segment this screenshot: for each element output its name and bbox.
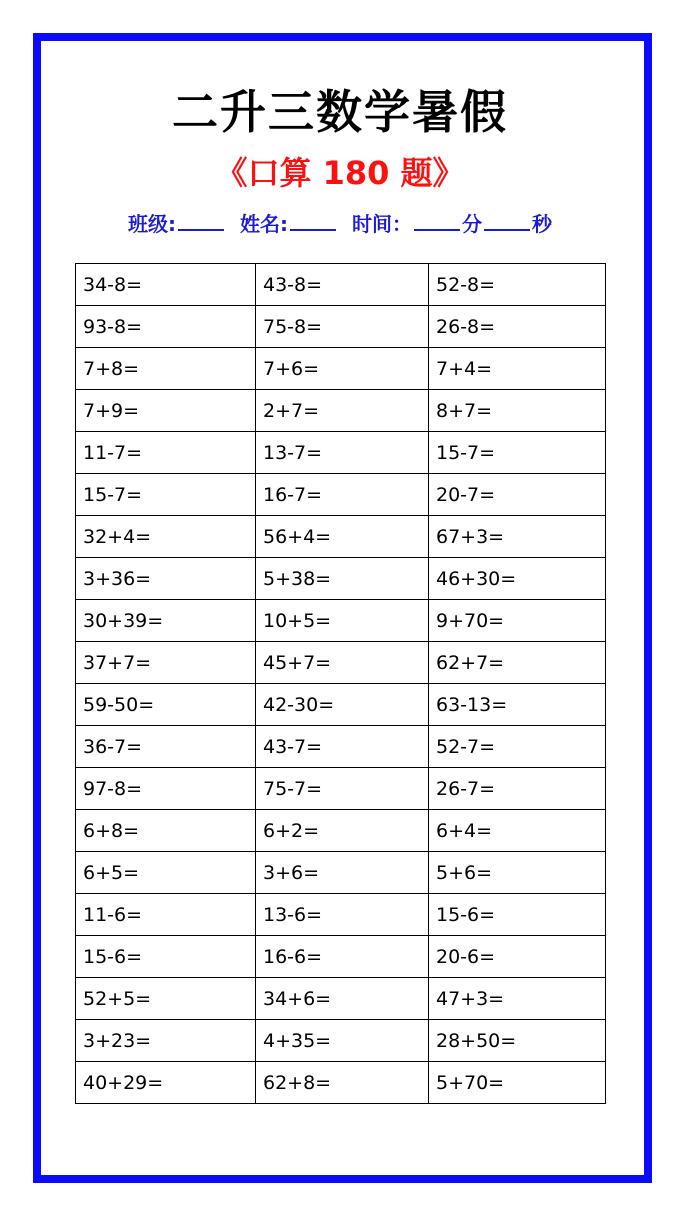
problem-cell: 16-7=: [256, 474, 429, 516]
problem-cell: 97-8=: [76, 768, 256, 810]
name-label: 姓名:: [240, 212, 288, 236]
problem-cell: 47+3=: [429, 978, 606, 1020]
name-blank[interactable]: [290, 211, 336, 231]
problem-cell: 3+23=: [76, 1020, 256, 1062]
problem-cell: 43-8=: [256, 264, 429, 306]
problem-cell: 93-8=: [76, 306, 256, 348]
problem-cell: 7+9=: [76, 390, 256, 432]
problem-cell: 10+5=: [256, 600, 429, 642]
problem-cell: 59-50=: [76, 684, 256, 726]
problem-cell: 6+8=: [76, 810, 256, 852]
second-blank[interactable]: [484, 211, 530, 231]
problem-cell: 42-30=: [256, 684, 429, 726]
problem-cell: 26-8=: [429, 306, 606, 348]
problem-table: [75, 263, 606, 1104]
table-row: [76, 432, 606, 474]
table-row: [76, 1020, 606, 1062]
table-row: [76, 642, 606, 684]
problem-cell: 15-7=: [76, 474, 256, 516]
problem-cell: 7+6=: [256, 348, 429, 390]
problem-cell: 75-8=: [256, 306, 429, 348]
minute-blank[interactable]: [414, 211, 460, 231]
table-row: [76, 810, 606, 852]
problem-cell: 15-7=: [429, 432, 606, 474]
problem-cell: 30+39=: [76, 600, 256, 642]
problem-cell: 52-8=: [429, 264, 606, 306]
problem-cell: 43-7=: [256, 726, 429, 768]
minute-label: 分: [462, 212, 482, 236]
second-label: 秒: [532, 212, 552, 236]
table-row: [76, 1062, 606, 1104]
problem-cell: 15-6=: [76, 936, 256, 978]
problem-cell: 52-7=: [429, 726, 606, 768]
problem-cell: 26-7=: [429, 768, 606, 810]
problem-cell: 7+4=: [429, 348, 606, 390]
problem-cell: 37+7=: [76, 642, 256, 684]
table-row: [76, 558, 606, 600]
problem-cell: 62+8=: [256, 1062, 429, 1104]
page-subtitle: 《口算 180 题》: [215, 154, 465, 192]
table-row: [76, 936, 606, 978]
table-row: [76, 264, 606, 306]
table-row: [76, 768, 606, 810]
table-row: [76, 852, 606, 894]
problem-cell: 3+36=: [76, 558, 256, 600]
problem-cell: 52+5=: [76, 978, 256, 1020]
problem-cell: 46+30=: [429, 558, 606, 600]
problem-cell: 32+4=: [76, 516, 256, 558]
table-row: [76, 726, 606, 768]
table-row: [76, 978, 606, 1020]
table-row: [76, 474, 606, 516]
info-line: [0, 208, 680, 237]
problem-cell: 16-6=: [256, 936, 429, 978]
problem-cell: 40+29=: [76, 1062, 256, 1104]
page-title: 二升三数学暑假: [172, 85, 508, 139]
problem-cell: 15-6=: [429, 894, 606, 936]
table-row: [76, 684, 606, 726]
problem-cell: 11-7=: [76, 432, 256, 474]
time-label: 时间：: [352, 212, 412, 236]
problem-cell: 5+6=: [429, 852, 606, 894]
table-row: [76, 516, 606, 558]
problem-cell: 7+8=: [76, 348, 256, 390]
class-blank[interactable]: [178, 211, 224, 231]
problem-cell: 56+4=: [256, 516, 429, 558]
problem-cell: 28+50=: [429, 1020, 606, 1062]
problem-cell: 20-6=: [429, 936, 606, 978]
problem-cell: 63-13=: [429, 684, 606, 726]
problem-cell: 13-6=: [256, 894, 429, 936]
table-row: [76, 600, 606, 642]
table-row: [76, 390, 606, 432]
problem-cell: 34-8=: [76, 264, 256, 306]
table-row: [76, 348, 606, 390]
table-row: [76, 894, 606, 936]
table-row: [76, 306, 606, 348]
problem-cell: 9+70=: [429, 600, 606, 642]
problem-cell: 20-7=: [429, 474, 606, 516]
problem-cell: 34+6=: [256, 978, 429, 1020]
problem-cell: 2+7=: [256, 390, 429, 432]
problem-cell: 5+70=: [429, 1062, 606, 1104]
problem-cell: 8+7=: [429, 390, 606, 432]
problem-cell: 4+35=: [256, 1020, 429, 1062]
problem-cell: 36-7=: [76, 726, 256, 768]
class-label: 班级:: [128, 212, 176, 236]
problem-cell: 75-7=: [256, 768, 429, 810]
problem-cell: 3+6=: [256, 852, 429, 894]
problem-cell: 11-6=: [76, 894, 256, 936]
problem-cell: 5+38=: [256, 558, 429, 600]
problem-cell: 6+5=: [76, 852, 256, 894]
problem-cell: 67+3=: [429, 516, 606, 558]
problem-cell: 45+7=: [256, 642, 429, 684]
problem-cell: 6+2=: [256, 810, 429, 852]
problem-cell: 62+7=: [429, 642, 606, 684]
problem-cell: 6+4=: [429, 810, 606, 852]
problem-cell: 13-7=: [256, 432, 429, 474]
